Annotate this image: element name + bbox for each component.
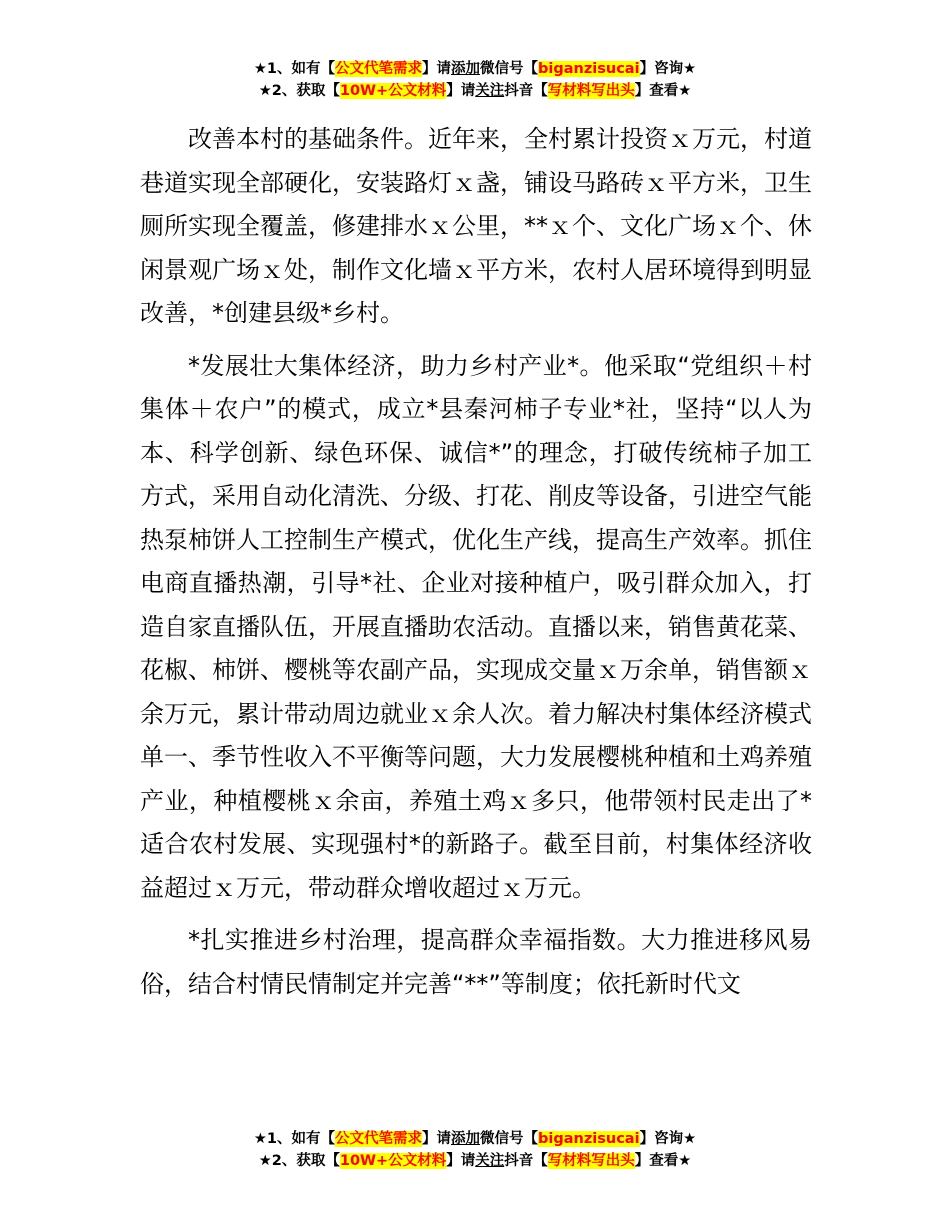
bracket-open: 【	[533, 83, 548, 99]
highlight-text: 公文代笔需求	[335, 1131, 423, 1147]
bracket-open: 【	[523, 1131, 539, 1147]
highlight-douyin-id: 写材料写出头	[547, 83, 635, 99]
underlined-text: 添加	[451, 1131, 481, 1147]
highlight-wechat-id: biganzisucai	[538, 1131, 640, 1147]
banner-text: 2、获取	[271, 1153, 326, 1169]
highlight-text: 10W+公文材料	[339, 83, 447, 99]
bracket-close: 】	[639, 61, 655, 77]
star-icon: ★	[253, 1131, 267, 1147]
banner-text: 咨询	[654, 61, 684, 77]
banner-text: 查看	[649, 83, 679, 99]
bracket-open: 【	[320, 1131, 336, 1147]
banner-text: 抖音	[504, 83, 534, 99]
underlined-text: 关注	[475, 1153, 505, 1169]
highlight-text: 公文代笔需求	[335, 61, 423, 77]
bracket-close: 】	[422, 61, 437, 77]
banner-line-2	[0, 1150, 950, 1172]
bracket-close: 】	[422, 1131, 437, 1147]
banner-text: 请	[436, 1131, 452, 1147]
bracket-close: 】	[634, 1153, 650, 1169]
banner-text: 微信号	[480, 61, 524, 77]
banner-line-2	[0, 80, 950, 102]
banner-text: 微信号	[480, 1131, 524, 1147]
highlight-wechat-id: biganzisucai	[538, 61, 640, 77]
star-icon: ★	[678, 83, 692, 99]
star-icon: ★	[683, 61, 697, 77]
banner-text: 抖音	[504, 1153, 534, 1169]
bracket-open: 【	[320, 61, 336, 77]
banner-text: 1、如有	[266, 61, 321, 77]
bracket-close: 】	[446, 83, 461, 99]
paragraph: *发展壮大集体经济，助力乡村产业*。他采取“党组织＋村集体＋农户”的模式，成立*县秦河柿子专业*社，坚持“以人为本、科学创新、绿色环保、诚信*”的理念，打破传统柿子加工方式，采用自动化清洗、分级、打花、削皮等设备，引进空气能热泵柿饼人工控制生产模式，优化生产线，提高生产效率。抓住电商直播热潮，引导*社、企业对接种植户，吸引群众加入，打造自家直播队伍，开展直播助农活动。直播以来，销售黄花菜、花椒、柿饼、樱桃等农副产品，实现成交量ｘ万余单，销售额ｘ余万元，累计带动周边就业ｘ余人次。着力解决村集体经济模式单一、季节性收入不平衡等问题，大力发展樱桃种植和土鸡养殖产业，种植樱桃ｘ余亩，养殖土鸡ｘ多只，他带领村民走出了*适合农村发展、实现强村*的新路子。截至目前，村集体经济收益超过ｘ万元，带动群众增收超过ｘ万元。	[140, 351, 812, 902]
header-banner	[0, 58, 950, 102]
paragraph: 改善本村的基础条件。近年来，全村累计投资ｘ万元，村道巷道实现全部硬化，安装路灯ｘ盏，铺设马路砖ｘ平方米，卫生厕所实现全覆盖，修建排水ｘ公里，**ｘ个、文化广场ｘ个、休闲景观广场ｘ处，制作文化墙ｘ平方米，农村人居环境得到明显改善，*创建县级*乡村。	[140, 125, 812, 327]
bracket-open: 【	[533, 1153, 548, 1169]
highlight-douyin-id: 写材料写出头	[547, 1153, 635, 1169]
star-icon: ★	[258, 83, 272, 99]
banner-text: 请	[460, 83, 476, 99]
bracket-open: 【	[325, 83, 340, 99]
banner-text: 请	[460, 1153, 476, 1169]
bracket-close: 】	[634, 83, 650, 99]
bracket-open: 【	[325, 1153, 340, 1169]
banner-text: 咨询	[654, 1131, 684, 1147]
star-icon: ★	[683, 1131, 697, 1147]
star-icon: ★	[253, 61, 267, 77]
document-body	[140, 118, 812, 1015]
underlined-text: 添加	[451, 61, 481, 77]
banner-text: 查看	[649, 1153, 679, 1169]
bracket-open: 【	[523, 61, 539, 77]
bracket-close: 】	[446, 1153, 461, 1169]
bracket-close: 】	[639, 1131, 655, 1147]
star-icon: ★	[258, 1153, 272, 1169]
banner-line-1	[0, 58, 950, 80]
banner-line-1	[0, 1128, 950, 1150]
highlight-text: 10W+公文材料	[339, 1153, 447, 1169]
paragraph: *扎实推进乡村治理，提高群众幸福指数。大力推进移风易俗，结合村情民情制定并完善“**”等制度；依托新时代文	[140, 926, 812, 998]
underlined-text: 关注	[475, 83, 505, 99]
banner-text: 请	[436, 61, 452, 77]
banner-text: 1、如有	[266, 1131, 321, 1147]
banner-text: 2、获取	[271, 83, 326, 99]
star-icon: ★	[678, 1153, 692, 1169]
footer-banner	[0, 1128, 950, 1172]
